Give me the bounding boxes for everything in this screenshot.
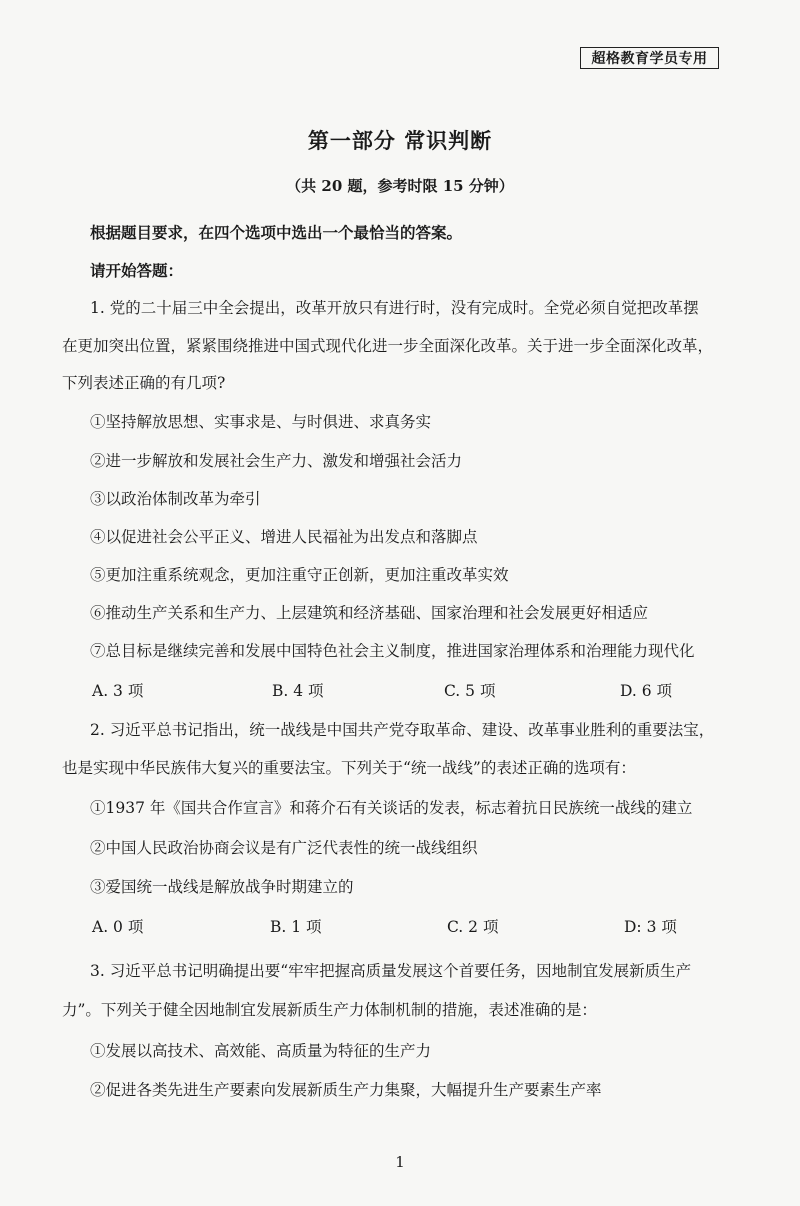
q1-item-1: ①坚持解放思想、实事求是、与时俱进、求真务实 [90,413,432,431]
q1-stem-line-3: 下列表述正确的有几项? [62,374,226,392]
q1-item-5: ⑤更加注重系统观念，更加注重守正创新，更加注重改革实效 [90,566,509,584]
instruction-text: 根据题目要求，在四个选项中选出一个最恰当的答案。 [90,223,463,242]
q1-option-c: C. 5 项 [444,682,496,700]
q2-item-2: ②中国人民政治协商会议是有广泛代表性的统一战线组织 [90,839,478,857]
q1-item-4: ④以促进社会公平正义、增进人民福祉为出发点和落脚点 [90,528,478,546]
q2-option-d: D: 3 项 [624,918,677,936]
q1-stem-line-2: 在更加突出位置，紧紧围绕推进中国式现代化进一步全面深化改革。关于进一步全面深化改革， [62,337,714,355]
q3-stem-line-1: 3. 习近平总书记明确提出要“牢牢把握高质量发展这个首要任务，因地制宜发展新质生产 [90,962,692,980]
q1-item-6: ⑥推动生产关系和生产力、上层建筑和经济基础、国家治理和社会发展更好相适应 [90,604,649,622]
q3-item-2: ②促进各类先进生产要素向发展新质生产力集聚，大幅提升生产要素生产率 [90,1081,602,1099]
start-prompt: 请开始答题： [90,261,184,280]
exclusive-use-badge: 超格教育学员专用 [580,47,719,69]
q2-item-3: ③爱国统一战线是解放战争时期建立的 [90,878,354,896]
q2-stem-line-1: 2. 习近平总书记指出，统一战线是中国共产党夺取革命、建设、改革事业胜利的重要法宝， [90,721,715,739]
q1-stem-line-1: 1. 党的二十届三中全会提出，改革开放只有进行时，没有完成时。全党必须自觉把改革摆 [90,299,699,317]
q2-option-a: A. 0 项 [92,918,144,936]
q2-option-c: C. 2 项 [447,918,499,936]
q2-option-b: B. 1 项 [270,918,322,936]
q3-stem-line-2: 力”。下列关于健全因地制宜发展新质生产力体制机制的措施，表述准确的是： [62,1001,597,1019]
q1-item-3: ③以政治体制改革为牵引 [90,490,261,508]
q1-option-b: B. 4 项 [272,682,324,700]
q1-option-d: D. 6 项 [620,682,673,700]
q2-stem-line-2: 也是实现中华民族伟大复兴的重要法宝。下列关于“统一战线”的表述正确的选项有： [62,759,636,777]
section-title: 第一部分 常识判断 [307,128,493,153]
q3-item-1: ①发展以高技术、高效能、高质量为特征的生产力 [90,1042,432,1060]
page-number: 1 [395,1153,405,1171]
section-subtitle: （共 20 题，参考时限 15 分钟） [286,177,514,195]
q1-option-a: A. 3 项 [92,682,144,700]
q1-item-2: ②进一步解放和发展社会生产力、激发和增强社会活力 [90,452,463,470]
q2-item-1: ①1937 年《国共合作宣言》和蒋介石有关谈话的发表，标志着抗日民族统一战线的建立 [90,799,693,817]
q1-item-7: ⑦总目标是继续完善和发展中国特色社会主义制度，推进国家治理体系和治理能力现代化 [90,642,695,660]
